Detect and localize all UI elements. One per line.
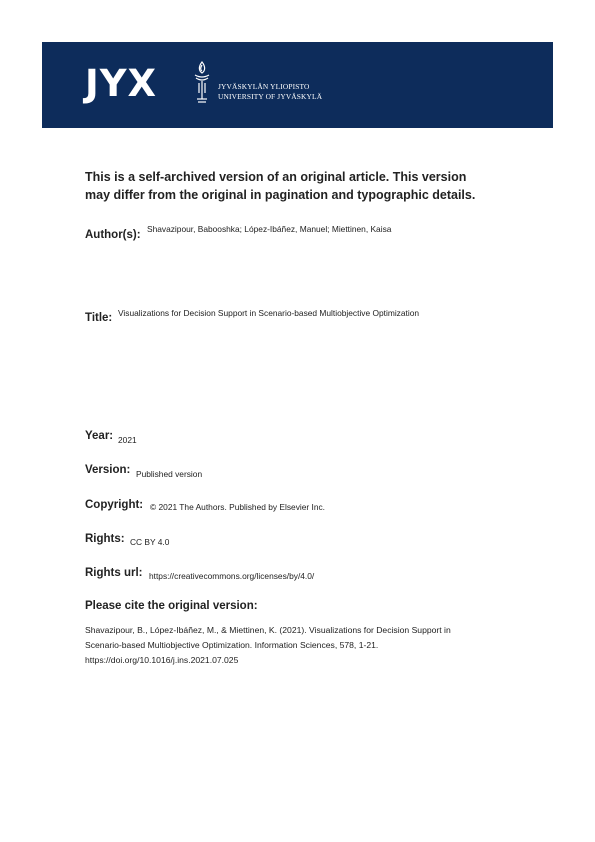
notice-line-1: This is a self-archived version of an original article. This version (85, 170, 467, 184)
rights-value: CC BY 4.0 (130, 537, 170, 547)
rights-url-link[interactable]: https://creativecommons.org/licenses/by/4.0/ (149, 571, 315, 581)
copyright-value: © 2021 The Authors. Published by Elsevier Inc. (150, 502, 326, 512)
university-name-en: UNIVERSITY OF JYVÄSKYLÄ (218, 91, 323, 101)
torch-icon (190, 59, 214, 107)
title-value: Visualizations for Decision Support in Scenario-based Multiobjective Optimization (118, 308, 420, 318)
rights-label: Rights: (85, 533, 125, 545)
university-name (218, 82, 322, 101)
year-value: 2021 (118, 435, 137, 445)
authors-value: Shavazipour, Babooshka; López-Ibáñez, Manuel; Miettinen, Kaisa (147, 224, 392, 234)
year-label: Year: (85, 430, 114, 442)
notice-line-2: may differ from the original in pagination and typographic details. (85, 188, 476, 202)
citation-line-2: Scenario-based Multiobjective Optimization. Information Sciences, 578, 1-21. (85, 640, 379, 650)
citation-doi-link[interactable]: https://doi.org/10.1016/j.ins.2021.07.025 (85, 655, 239, 665)
university-name-fi: JYVÄSKYLÄN YLIOPISTO (218, 82, 310, 91)
copyright-label: Copyright: (85, 499, 144, 511)
citation-heading: Please cite the original version: (85, 600, 258, 612)
version-label: Version: (85, 464, 131, 476)
rights-url-label: Rights url: (85, 567, 143, 579)
header-banner (42, 42, 553, 128)
version-value: Published version (136, 469, 203, 479)
jyx-logo: JYX (85, 62, 158, 105)
citation-block (85, 623, 525, 668)
citation-line-1: Shavazipour, B., López-Ibáñez, M., & Miettinen, K. (2021). Visualizations for Decision Support in (85, 625, 451, 635)
self-archived-notice (85, 168, 530, 204)
title-label: Title: (85, 312, 113, 324)
authors-label: Author(s): (85, 229, 141, 241)
